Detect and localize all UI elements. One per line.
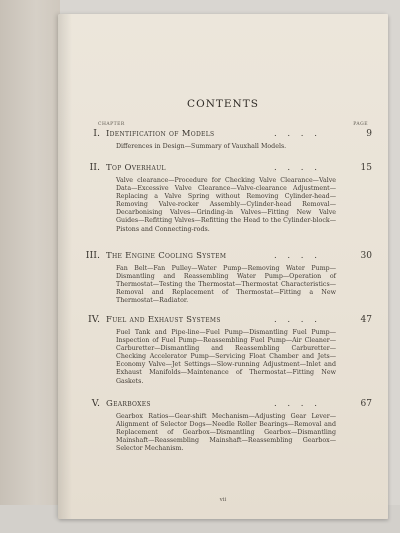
leader-dots: . . . . (274, 251, 321, 261)
page-number: 15 (360, 163, 372, 173)
chapter-numeral: I. (93, 128, 100, 139)
leader-dots: . . . . (274, 315, 321, 325)
toc-entry-4 (88, 314, 372, 386)
toc-entry-header (85, 250, 372, 262)
toc-entry-2 (89, 162, 372, 234)
chapter-description: Gearbox Ratios—Gear-shift Mechanism—Adjusting Gear Lever—Alignment of Selector Dogs—Needle Roller Bearings—Removal and Replacement of Gearbox—Dismantling Gearbox—Dismantling Mainshaft—Reassembling Mainshaft—Reassembling Gearbox—Selector Mechanism. (116, 413, 336, 453)
toc-entry-header (93, 128, 372, 140)
chapter-numeral: II. (89, 162, 100, 173)
chapter-numeral: IV. (88, 314, 100, 325)
chapter-title: Gearboxes (106, 399, 151, 409)
folio-page-number: vii (219, 497, 227, 503)
toc-entry-5 (91, 398, 372, 453)
page-number: 67 (360, 399, 372, 409)
page-gutter-shadow (58, 14, 72, 519)
chapter-numeral: III. (85, 250, 100, 261)
chapter-title: The Engine Cooling System (106, 251, 227, 261)
chapter-title: Fuel and Exhaust Systems (106, 315, 221, 325)
page-heading: CONTENTS (187, 98, 259, 110)
toc-entry-3 (85, 250, 372, 305)
chapter-title: Identification of Models (106, 129, 215, 139)
page-number: 9 (366, 129, 372, 139)
toc-entry-header (89, 162, 372, 174)
page-column-label: PAGE (353, 122, 368, 127)
chapter-description: Differences in Design—Summary of Vauxhall Models. (116, 143, 287, 150)
chapter-description: Fuel Tank and Pipe-line—Fuel Pump—Dismantling Fuel Pump—Inspection of Fuel Pump—Reassembling Fuel Pump—Air Cleaner—Carburetter—Dismantling and Reassembling Carburetter—Checking Accelerator Pump—Servicing Float Chamber and Jets—Economy Valve—Jet Settings—Slow-running Adjustment—Inlet and Exhaust Manifolds—Maintenance of Thermostat—Fitting New Gaskets. (116, 329, 336, 385)
chapter-column-label: CHAPTER (98, 122, 125, 127)
toc-entry-header (88, 314, 372, 326)
chapter-description: Fan Belt—Fan Pulley—Water Pump—Removing Water Pump—Dismantling and Reassembling Water Pump—Operation of Thermostat—Testing the Thermostat—Thermostat Characteristics—Removal and Replacement of Thermostat—Fitting a New Thermostat—Radiator. (116, 265, 336, 305)
chapter-description: Valve clearance—Procedure for Checking Valve Clearance—Valve Data—Excessive Valve Clearance—Valve-clearance Adjustment—Replacing a Valve Spring without Removing Cylinder-head—Removing Valve-rocker Assembly—Cylinder-head Removal—Decarbonising Valves—Grinding-in Valves—Fitting New Valve Guides—Refitting Valves—Refitting the Head to the Cylinder-block—Pistons and Connecting-rods. (116, 177, 336, 233)
page-number: 47 (360, 315, 372, 325)
page-number: 30 (360, 251, 372, 261)
book-page (58, 14, 388, 519)
toc-entry-header (91, 398, 372, 410)
toc-entry-1 (93, 128, 372, 151)
left-page-edge (0, 0, 60, 533)
leader-dots: . . . . (274, 129, 321, 139)
leader-dots: . . . . (274, 163, 321, 173)
leader-dots: . . . . (274, 399, 321, 409)
chapter-numeral: V. (91, 398, 100, 409)
chapter-title: Top Overhaul (106, 163, 166, 173)
